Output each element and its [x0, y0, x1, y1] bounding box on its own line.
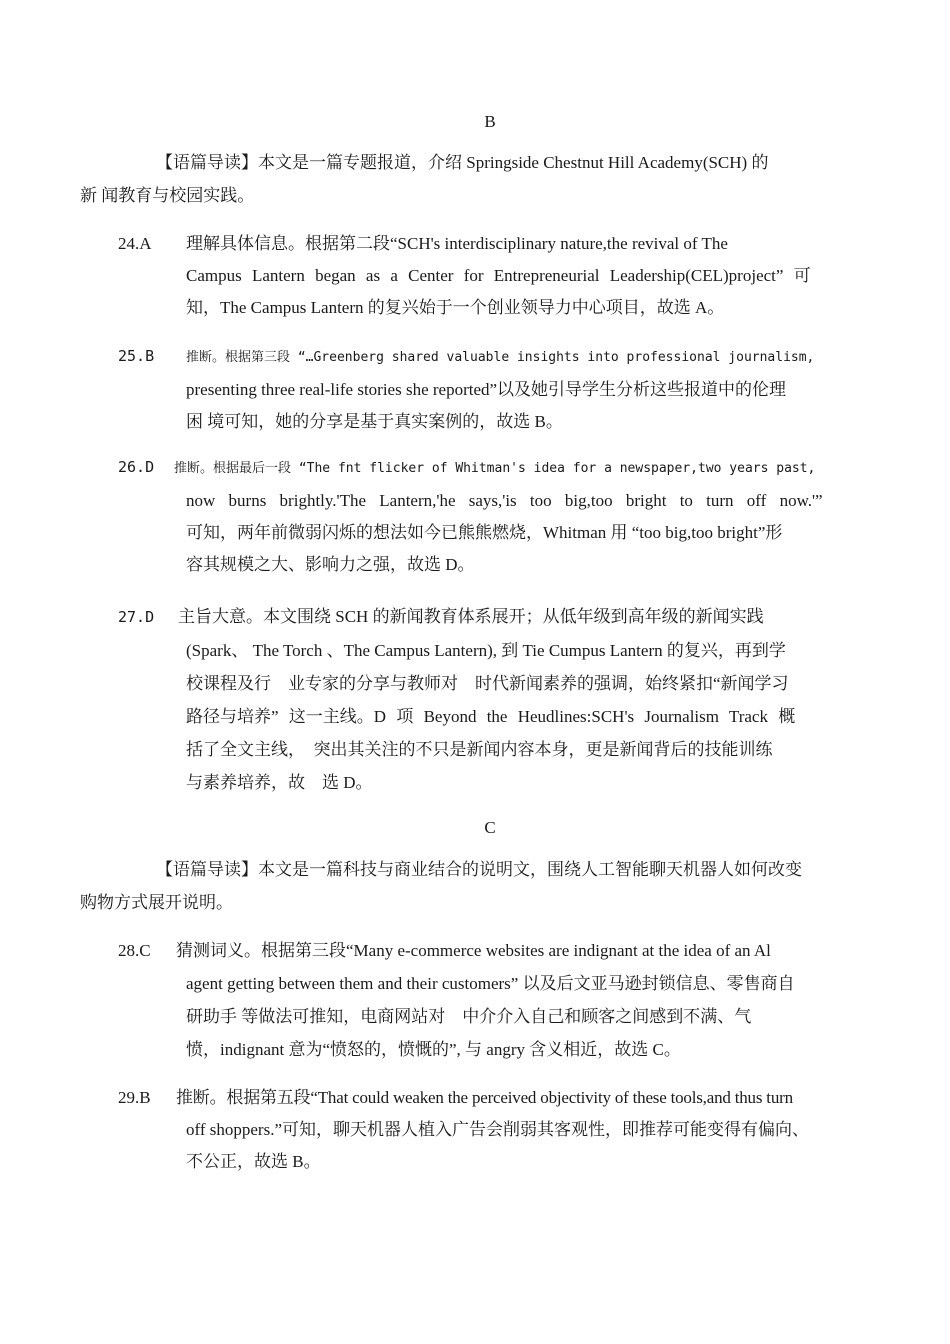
- answer-24-text: 理解具体信息。根据第二段“SCH's interdisciplinary nature,the revival of The: [186, 234, 728, 253]
- reading-guide-b: [80, 146, 868, 212]
- answer-28-line1: [118, 934, 868, 967]
- answer-29-line1: [118, 1082, 868, 1114]
- answer-26-line3: 可知，两年前微弱闪烁的想法如今已熊熊燃烧，Whitman 用 “too big,too bright”形: [186, 523, 783, 542]
- answer-25-line1: [118, 340, 868, 374]
- answer-27-line3: 校课程及行 业专家的分享与教师对 时代新闻素养的强调，始终紧扣“新闻学习: [186, 674, 789, 693]
- answer-27-line2: (Spark、 The Torch 、The Campus Lantern), 到 Tie Cumpus Lantern 的复兴，再到学: [186, 641, 786, 660]
- answer-24-line1: [118, 228, 868, 260]
- reading-guide-b-line2: 新 闻教育与校园实践。: [80, 186, 255, 205]
- answer-25-line3: 困 境可知，她的分享是基于真实案例的，故选 B。: [186, 412, 563, 431]
- answer-24-line2: Campus Lantern began as a Center for Entrepreneurial Leadership(CEL)project” 可: [186, 266, 811, 285]
- answer-28-text: 猜测词义。根据第三段“Many e-commerce websites are indignant at the idea of an Al: [176, 941, 771, 960]
- answer-26: [118, 451, 868, 581]
- reading-guide-c-line2: 购物方式展开说明。: [80, 893, 233, 912]
- answer-28-number: 28.C: [118, 941, 151, 960]
- answer-27-line6: 与素养培养，故 选 D。: [186, 773, 373, 792]
- answer-24: [118, 228, 868, 324]
- answer-26-line2: now burns brightly.'The Lantern,'he says,'is too big,too bright to turn off now.'”: [186, 491, 823, 510]
- answer-29-text: 推断。根据第五段“That could weaken the perceived objectivity of these tools,and thus turn: [176, 1088, 793, 1107]
- answer-28-line4: 愤，indignant 意为“愤怒的，愤慨的”, 与 angry 含义相近，故选 C。: [186, 1040, 681, 1059]
- answer-24-number: 24.A: [118, 234, 152, 253]
- answer-29: [118, 1082, 868, 1178]
- answer-27-line5: 括了全文主线， 突出其关注的不只是新闻内容本身，更是新闻背后的技能训练: [186, 740, 773, 759]
- answer-26-line4: 容其规模之大、影响力之强，故选 D。: [186, 555, 475, 574]
- answer-27-number: 27.D: [118, 608, 155, 626]
- section-heading-c: C: [484, 818, 496, 837]
- answer-24-line3: 知，The Campus Lantern 的复兴始于一个创业领导力中心项目，故选 A。: [186, 298, 725, 317]
- answer-25-number: 25.B: [118, 347, 155, 365]
- answer-25: [118, 340, 868, 438]
- answer-29-line3: 不公正，故选 B。: [186, 1152, 321, 1171]
- answer-25-text: 推断。根据第三段 “…Greenberg shared valuable insights into professional journalism,: [186, 350, 815, 365]
- answer-29-number: 29.B: [118, 1088, 151, 1107]
- answer-28-line2: agent getting between them and their customers” 以及后文亚马逊封锁信息、零售商自: [186, 974, 795, 993]
- answer-27: [118, 600, 868, 799]
- answer-29-line2: off shoppers.”可知，聊天机器人植入广告会削弱其客观性，即推荐可能变得有偏向、: [186, 1120, 809, 1139]
- answer-27-text: 主旨大意。本文围绕 SCH 的新闻教育体系展开；从低年级到高年级的新闻实践: [178, 607, 764, 626]
- answer-25-line2: presenting three real-life stories she reported”以及她引导学生分析这些报道中的伦理: [186, 380, 787, 399]
- reading-guide-c-line1: 【语篇导读】本文是一篇科技与商业结合的说明文，围绕人工智能聊天机器人如何改变: [156, 860, 802, 879]
- answer-26-text: 推断。根据最后一段 “The fnt flicker of Whitman's idea for a newspaper,two years past,: [174, 461, 816, 476]
- answer-28-line3: 研助手 等做法可推知，电商网站对 中介介入自己和顾客之间感到不满、气: [186, 1007, 752, 1026]
- answer-27-line1: [118, 600, 868, 634]
- answer-28: [118, 934, 868, 1066]
- reading-guide-c: [80, 853, 868, 919]
- answer-26-number: 26.D: [118, 458, 155, 476]
- section-heading-b: B: [484, 112, 496, 131]
- answer-26-line1: [118, 451, 868, 485]
- answer-27-line4: 路径与培养” 这一主线。D 项 Beyond the Heudlines:SCH's Journalism Track 概: [186, 707, 796, 726]
- reading-guide-b-line1: 【语篇导读】本文是一篇专题报道，介绍 Springside Chestnut Hill Academy(SCH) 的: [156, 153, 769, 172]
